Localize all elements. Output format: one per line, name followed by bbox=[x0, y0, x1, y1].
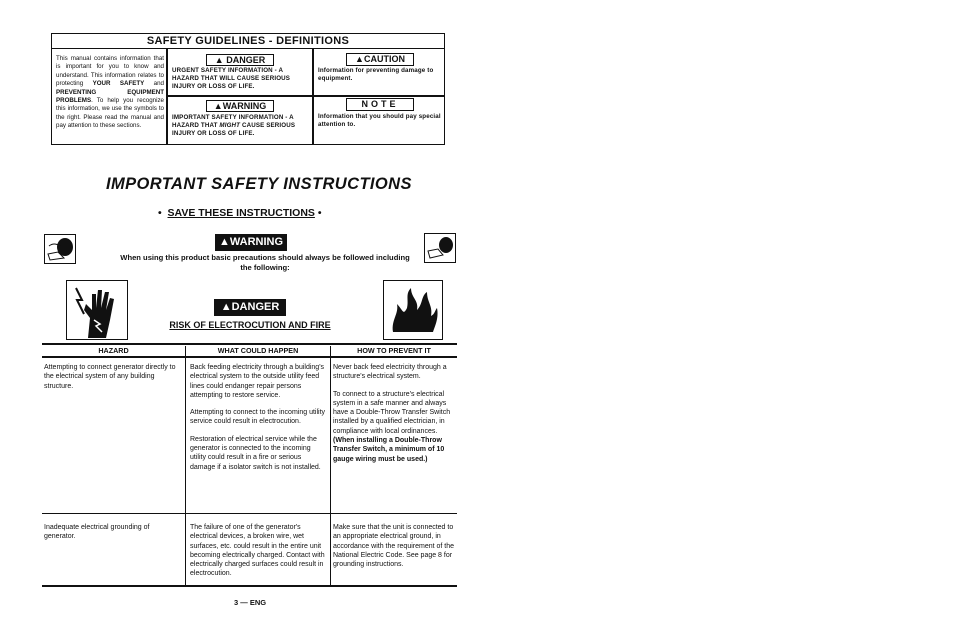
main-title: IMPORTANT SAFETY INSTRUCTIONS bbox=[106, 175, 412, 193]
table-row-2-hazard: Inadequate electrical grounding of generator. bbox=[44, 524, 150, 541]
alert-triangle-icon: ▲ bbox=[213, 101, 223, 111]
caution-signal-word: ▲CAUTION bbox=[346, 53, 414, 66]
table-row-2-how-to-prevent: Make sure that the unit is connected to an appropriate electrical ground, in accordance with the requirement of the National Electric Code. See page 8 for grounding instructions. bbox=[333, 524, 455, 569]
safety-definitions-box bbox=[51, 33, 445, 145]
eye-protection-icon bbox=[44, 234, 76, 264]
alert-triangle-icon: ▲ bbox=[355, 54, 364, 64]
note-signal-word: NOTE bbox=[346, 98, 414, 111]
danger-definition: URGENT SAFETY INFORMATION - A HAZARD THAT WILL CAUSE SERIOUS INJURY OR LOSS OF LIFE. bbox=[172, 67, 291, 91]
definitions-row-divider bbox=[167, 95, 444, 97]
fire-icon bbox=[383, 280, 443, 340]
table-column-divider-2 bbox=[330, 346, 331, 586]
table-column-divider-1 bbox=[185, 346, 186, 586]
electric-shock-icon bbox=[66, 280, 128, 340]
table-top-rule bbox=[42, 343, 457, 345]
table-bottom-rule bbox=[42, 585, 457, 587]
page-number: 3 — ENG bbox=[234, 598, 267, 607]
risk-heading: RISK OF ELECTROCUTION AND FIRE bbox=[169, 320, 331, 330]
definitions-divider-1 bbox=[166, 49, 168, 144]
column-header-what-could-happen: WHAT COULD HAPPEN bbox=[217, 346, 299, 355]
warning-badge: ▲WARNING bbox=[215, 234, 287, 251]
table-row-1-what-could-happen: Back feeding electricity through a building's electrical system to the outside utility feed lines could endanger repair persons attempting to restore service. Attempting to connect to the incoming utility service could result in electrocution. Restoration of electrical service while the generator is connected to the incoming utility could result in a fire or serious damage if a isolator switch is not installed. bbox=[190, 364, 326, 471]
table-row-divider bbox=[42, 513, 457, 514]
definitions-divider-2 bbox=[312, 49, 314, 144]
definitions-intro: This manual contains information that is important for you to know and understand. This information relates to protecting YOUR SAFETY and PREVENTING EQUIPMENT PROBLEMS. To help you recognize this information, we use the symbols to the right. Please read the manual and pay attention to these sections. bbox=[56, 55, 164, 130]
warning-intro-text: When using this product basic precautions should always be followed including the following: bbox=[120, 253, 410, 272]
column-header-hazard: HAZARD bbox=[98, 346, 129, 355]
warning-signal-word: ▲WARNING bbox=[206, 100, 274, 112]
warning-definition: IMPORTANT SAFETY INFORMATION - A HAZARD THAT MIGHT CAUSE SERIOUS INJURY OR LOSS OF LIFE. bbox=[172, 114, 296, 138]
alert-triangle-icon: ▲ bbox=[214, 55, 224, 65]
caution-definition: Information for preventing damage to equipment. bbox=[318, 67, 434, 83]
table-row-1-how-to-prevent: Never back feed electricity through a structure's electrical system. To connect to a structure's electrical system in a safe manner and always have a Double-Throw Transfer Switch installed by a qualified electrician, in compliance with local ordinances. (When installing a Double-Throw Transfer Switch, a minimum of 10 gauge wiring must be used.) bbox=[333, 364, 451, 463]
table-row-1-hazard: Attempting to connect generator directly to the electrical system of any building structure. bbox=[44, 364, 176, 390]
definitions-heading: SAFETY GUIDELINES - DEFINITIONS bbox=[52, 34, 444, 49]
alert-triangle-icon: ▲ bbox=[218, 236, 230, 248]
ear-protection-icon bbox=[424, 233, 456, 263]
danger-badge: ▲DANGER bbox=[214, 299, 286, 316]
alert-triangle-icon: ▲ bbox=[220, 301, 232, 313]
note-definition: Information that you should pay special attention to. bbox=[318, 113, 441, 129]
table-row-2-what-could-happen: The failure of one of the generator's electrical devices, a broken wire, wet surfaces, etc. could result in the entire unit becoming electrically charged. Contact with electrically charged surfaces could result in electrocution. bbox=[190, 524, 325, 578]
column-header-how-to-prevent: HOW TO PREVENT IT bbox=[357, 346, 431, 355]
table-header-rule bbox=[42, 356, 457, 358]
danger-signal-word: ▲ DANGER bbox=[206, 54, 274, 66]
save-instructions: • SAVE THESE INSTRUCTIONS • bbox=[158, 207, 322, 219]
